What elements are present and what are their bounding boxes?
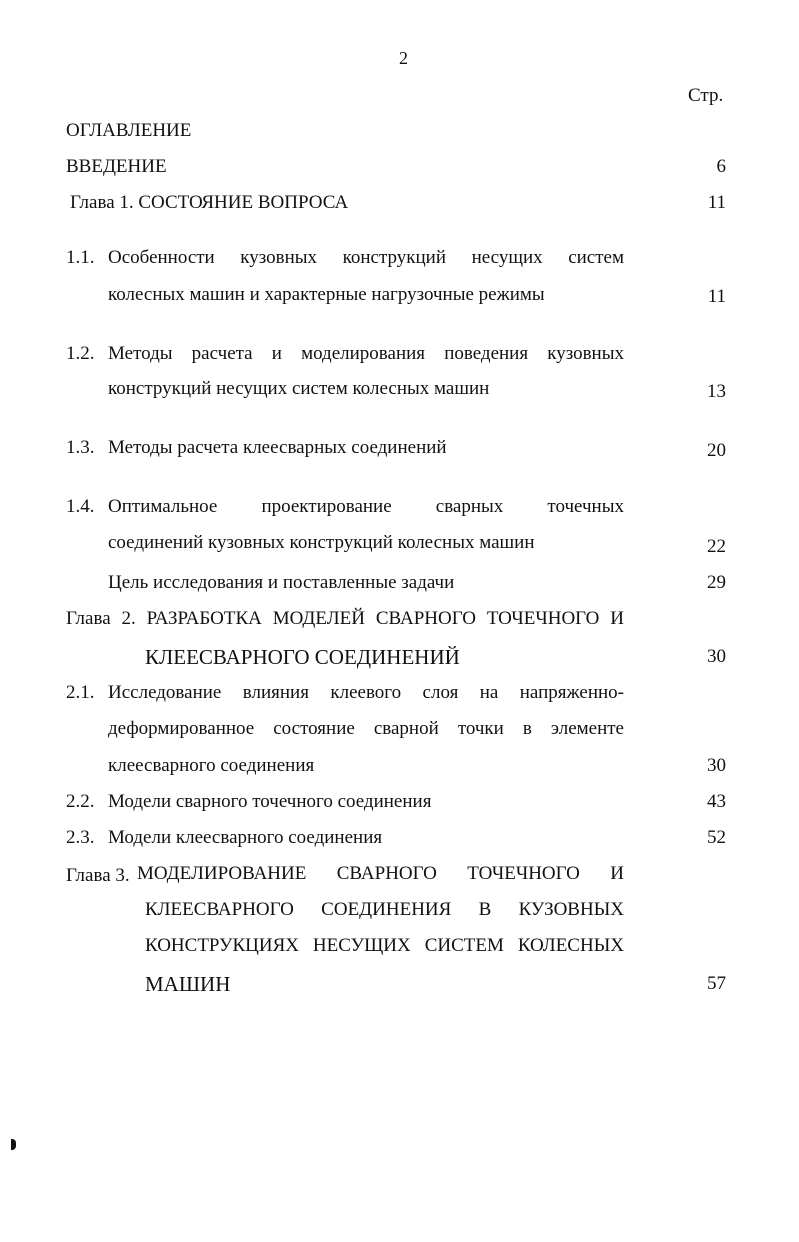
section-2-1-title-line1: Исследование влияния клеевого слоя на напряженно-	[108, 682, 624, 703]
goal-title: Цель исследования и поставленные задачи	[108, 572, 455, 593]
section-1-2-title-line1: Методы расчета и моделирования поведения кузовных	[108, 343, 624, 364]
section-2-1-number: 2.1.	[66, 682, 95, 703]
section-1-2-page: 13	[707, 381, 726, 402]
section-2-2-number: 2.2.	[66, 791, 95, 812]
chapter2-title-line1: Глава 2. РАЗРАБОТКА МОДЕЛЕЙ СВАРНОГО ТОЧЕЧНОГО И	[66, 608, 624, 629]
section-1-1-title-line2: колесных машин и характерные нагрузочные режимы	[108, 284, 545, 305]
section-1-3-number: 1.3.	[66, 437, 95, 458]
page-column-label: Стр.	[688, 85, 724, 106]
section-1-2-number: 1.2.	[66, 343, 95, 364]
section-2-1-page: 30	[707, 755, 726, 776]
chapter3-title-line3: КОНСТРУКЦИЯХ НЕСУЩИХ СИСТЕМ КОЛЕСНЫХ	[145, 935, 624, 956]
toc-heading: ОГЛАВЛЕНИЕ	[66, 120, 192, 141]
section-2-1-title-line3: клеесварного соединения	[108, 755, 315, 776]
section-2-3-number: 2.3.	[66, 827, 95, 848]
chapter3-page: 57	[707, 973, 726, 994]
chapter3-title-line2: КЛЕЕСВАРНОГО СОЕДИНЕНИЯ В КУЗОВНЫХ	[145, 899, 624, 920]
section-1-4-title-line2: соединений кузовных конструкций колесных машин	[108, 532, 535, 553]
chapter1-title: Глава 1. СОСТОЯНИЕ ВОПРОСА	[70, 192, 349, 213]
section-2-1-title-line2: деформированное состояние сварной точки в элементе	[108, 718, 624, 739]
goal-page: 29	[707, 572, 726, 593]
section-2-2-title: Модели сварного точечного соединения	[108, 791, 432, 812]
section-1-3-page: 20	[707, 440, 726, 461]
section-1-1-title-line1: Особенности кузовных конструкций несущих систем	[108, 247, 624, 268]
section-1-1-page: 11	[707, 286, 726, 307]
section-2-3-page: 52	[707, 827, 726, 848]
chapter3-title-line4: МАШИН	[145, 972, 231, 996]
chapter2-title-line2: КЛЕЕСВАРНОГО СОЕДИНЕНИЙ	[145, 645, 460, 669]
chapter2-page: 30	[707, 646, 726, 667]
intro-page: 6	[716, 156, 726, 177]
section-1-3-title: Методы расчета клеесварных соединений	[108, 437, 447, 458]
section-1-4-page: 22	[707, 536, 726, 557]
scan-mark	[11, 1139, 16, 1150]
chapter1-page: 11	[707, 192, 726, 213]
section-2-3-title: Модели клеесварного соединения	[108, 827, 383, 848]
section-1-4-title-line1: Оптимальное проектирование сварных точечных	[108, 496, 624, 517]
section-1-4-number: 1.4.	[66, 496, 95, 517]
chapter3-prefix: Глава 3.	[66, 865, 130, 886]
chapter3-title-line1: МОДЕЛИРОВАНИЕ СВАРНОГО ТОЧЕЧНОГО И	[137, 863, 624, 884]
intro-title: ВВЕДЕНИЕ	[66, 156, 167, 177]
page-number: 2	[399, 48, 408, 68]
section-1-2-title-line2: конструкций несущих систем колесных машин	[108, 378, 490, 399]
section-2-2-page: 43	[707, 791, 726, 812]
section-1-1-number: 1.1.	[66, 247, 95, 268]
